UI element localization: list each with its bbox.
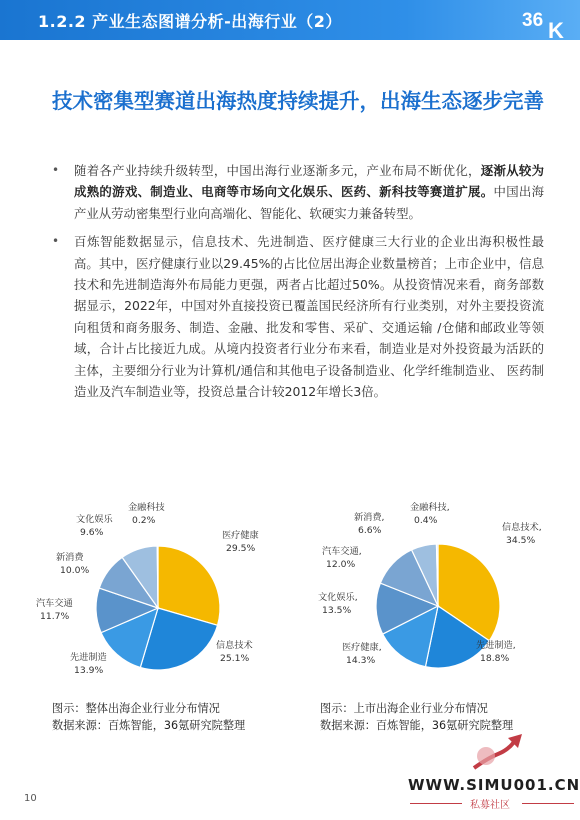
slice-label: 金融科技, (410, 502, 450, 513)
header-bar (0, 0, 580, 40)
figure-caption: 图示：上市出海企业行业分布情况 (320, 702, 488, 715)
slice-label: 文化娱乐 (76, 514, 113, 525)
watermark-divider (410, 803, 462, 804)
slice-value-label: 10.0% (60, 565, 90, 576)
bullet-item-1 (52, 160, 544, 224)
slice-value-label: 29.5% (226, 543, 256, 554)
slice-label: 汽车交通, (322, 546, 362, 557)
slice-value-label: 11.7% (40, 611, 70, 622)
slice-value-label: 13.5% (322, 605, 352, 616)
watermark-arrow-icon (468, 728, 528, 774)
bullet-item-2 (52, 231, 544, 402)
slice-label: 医疗健康, (342, 642, 382, 653)
slice-label: 文化娱乐, (318, 592, 358, 603)
watermark (398, 728, 578, 814)
watermark-url: WWW.SIMU001.CN (408, 776, 580, 794)
bullet-text: 随着各产业持续升级转型，中国出海行业逐渐多元，产业布局不断优化， (74, 163, 481, 178)
pie-chart-svg (300, 500, 560, 700)
slice-label: 医疗健康 (222, 530, 259, 541)
bullet-bold-text: 逐渐从较为成熟的游戏、制造业、电商等市场向文化娱乐、医药、新科技等赛道扩展。 (74, 163, 545, 200)
bullet-dot-icon: • (52, 234, 60, 249)
slice-value-label: 12.0% (326, 559, 356, 570)
svg-text:36: 36 (522, 10, 544, 31)
section-title: 1.2.2 产业生态图谱分析-出海行业（2） (38, 12, 342, 31)
slice-value-label: 0.4% (414, 515, 438, 526)
slice-label: 新消费, (354, 512, 385, 523)
page-number: 10 (24, 793, 37, 804)
slice-label: 信息技术 (216, 640, 253, 651)
slice-value-label: 34.5% (506, 535, 536, 546)
slice-label: 先进制造 (70, 652, 107, 663)
slice-value-label: 13.9% (74, 665, 104, 676)
slice-label: 新消费 (56, 552, 84, 563)
watermark-subtitle: 私募社区 (470, 800, 510, 811)
bullet-text: 百炼智能数据显示，信息技术、先进制造、医疗健康三大行业的企业出海积极性最高。其中，医疗健康行业以29.45%的占比位居出海企业数量榜首；上市企业中，信息技术和先进制造海外布局能力更强，两者占比超过50%。从投资情况来看，商务部数据显示，2022年，中国对外直接投资已覆盖国民经济所有行业类别，对外主要投资流向租赁和商务服务、制造、金融、批发和零售、采矿、交通运输 /仓储和邮政业等领域，合计占比接近九成。从境内投资者行业分布来看，制造业是对外投资最为活跃的主体，主要细分行业为计算机/通信和其他电子设备制造业、化学纤维制造业、 医药制造业及汽车制造业等，投资总量合计较2012年增长3倍。 (74, 234, 544, 400)
slice-value-label: 25.1% (220, 653, 250, 664)
slice-value-label: 14.3% (346, 655, 376, 666)
slice-value-label: 0.2% (132, 515, 156, 526)
brand-logo (518, 4, 572, 40)
page-heading: 技术密集型赛道出海热度持续提升，出海生态逐步完善 (52, 89, 544, 113)
data-source: 数据来源：百炼智能，36氪研究院整理 (320, 719, 514, 732)
data-source: 数据来源：百炼智能，36氪研究院整理 (52, 719, 246, 732)
pie-chart-svg (36, 500, 296, 700)
slice-value-label: 18.8% (480, 653, 510, 664)
slice-label: 先进制造, (476, 640, 516, 651)
svg-text:K: K (548, 18, 564, 40)
pie-chart-overall (36, 500, 296, 700)
pie-chart-listed (300, 500, 560, 700)
slice-value-label: 6.6% (358, 525, 382, 536)
slice-label: 汽车交通 (36, 598, 73, 609)
bullet-list (52, 160, 544, 402)
bullet-text: 中国出海产业从劳动密集型行业向高端化、智能化、软硬实力兼备转型。 (74, 184, 545, 221)
watermark-divider (522, 803, 574, 804)
slice-label: 信息技术, (502, 522, 542, 533)
caption-left (52, 700, 245, 734)
pie-slice (157, 546, 158, 608)
slice-label: 金融科技 (128, 502, 165, 513)
bullet-dot-icon: • (52, 163, 60, 177)
figure-caption: 图示：整体出海企业行业分布情况 (52, 702, 220, 715)
slice-value-label: 9.6% (80, 527, 104, 538)
